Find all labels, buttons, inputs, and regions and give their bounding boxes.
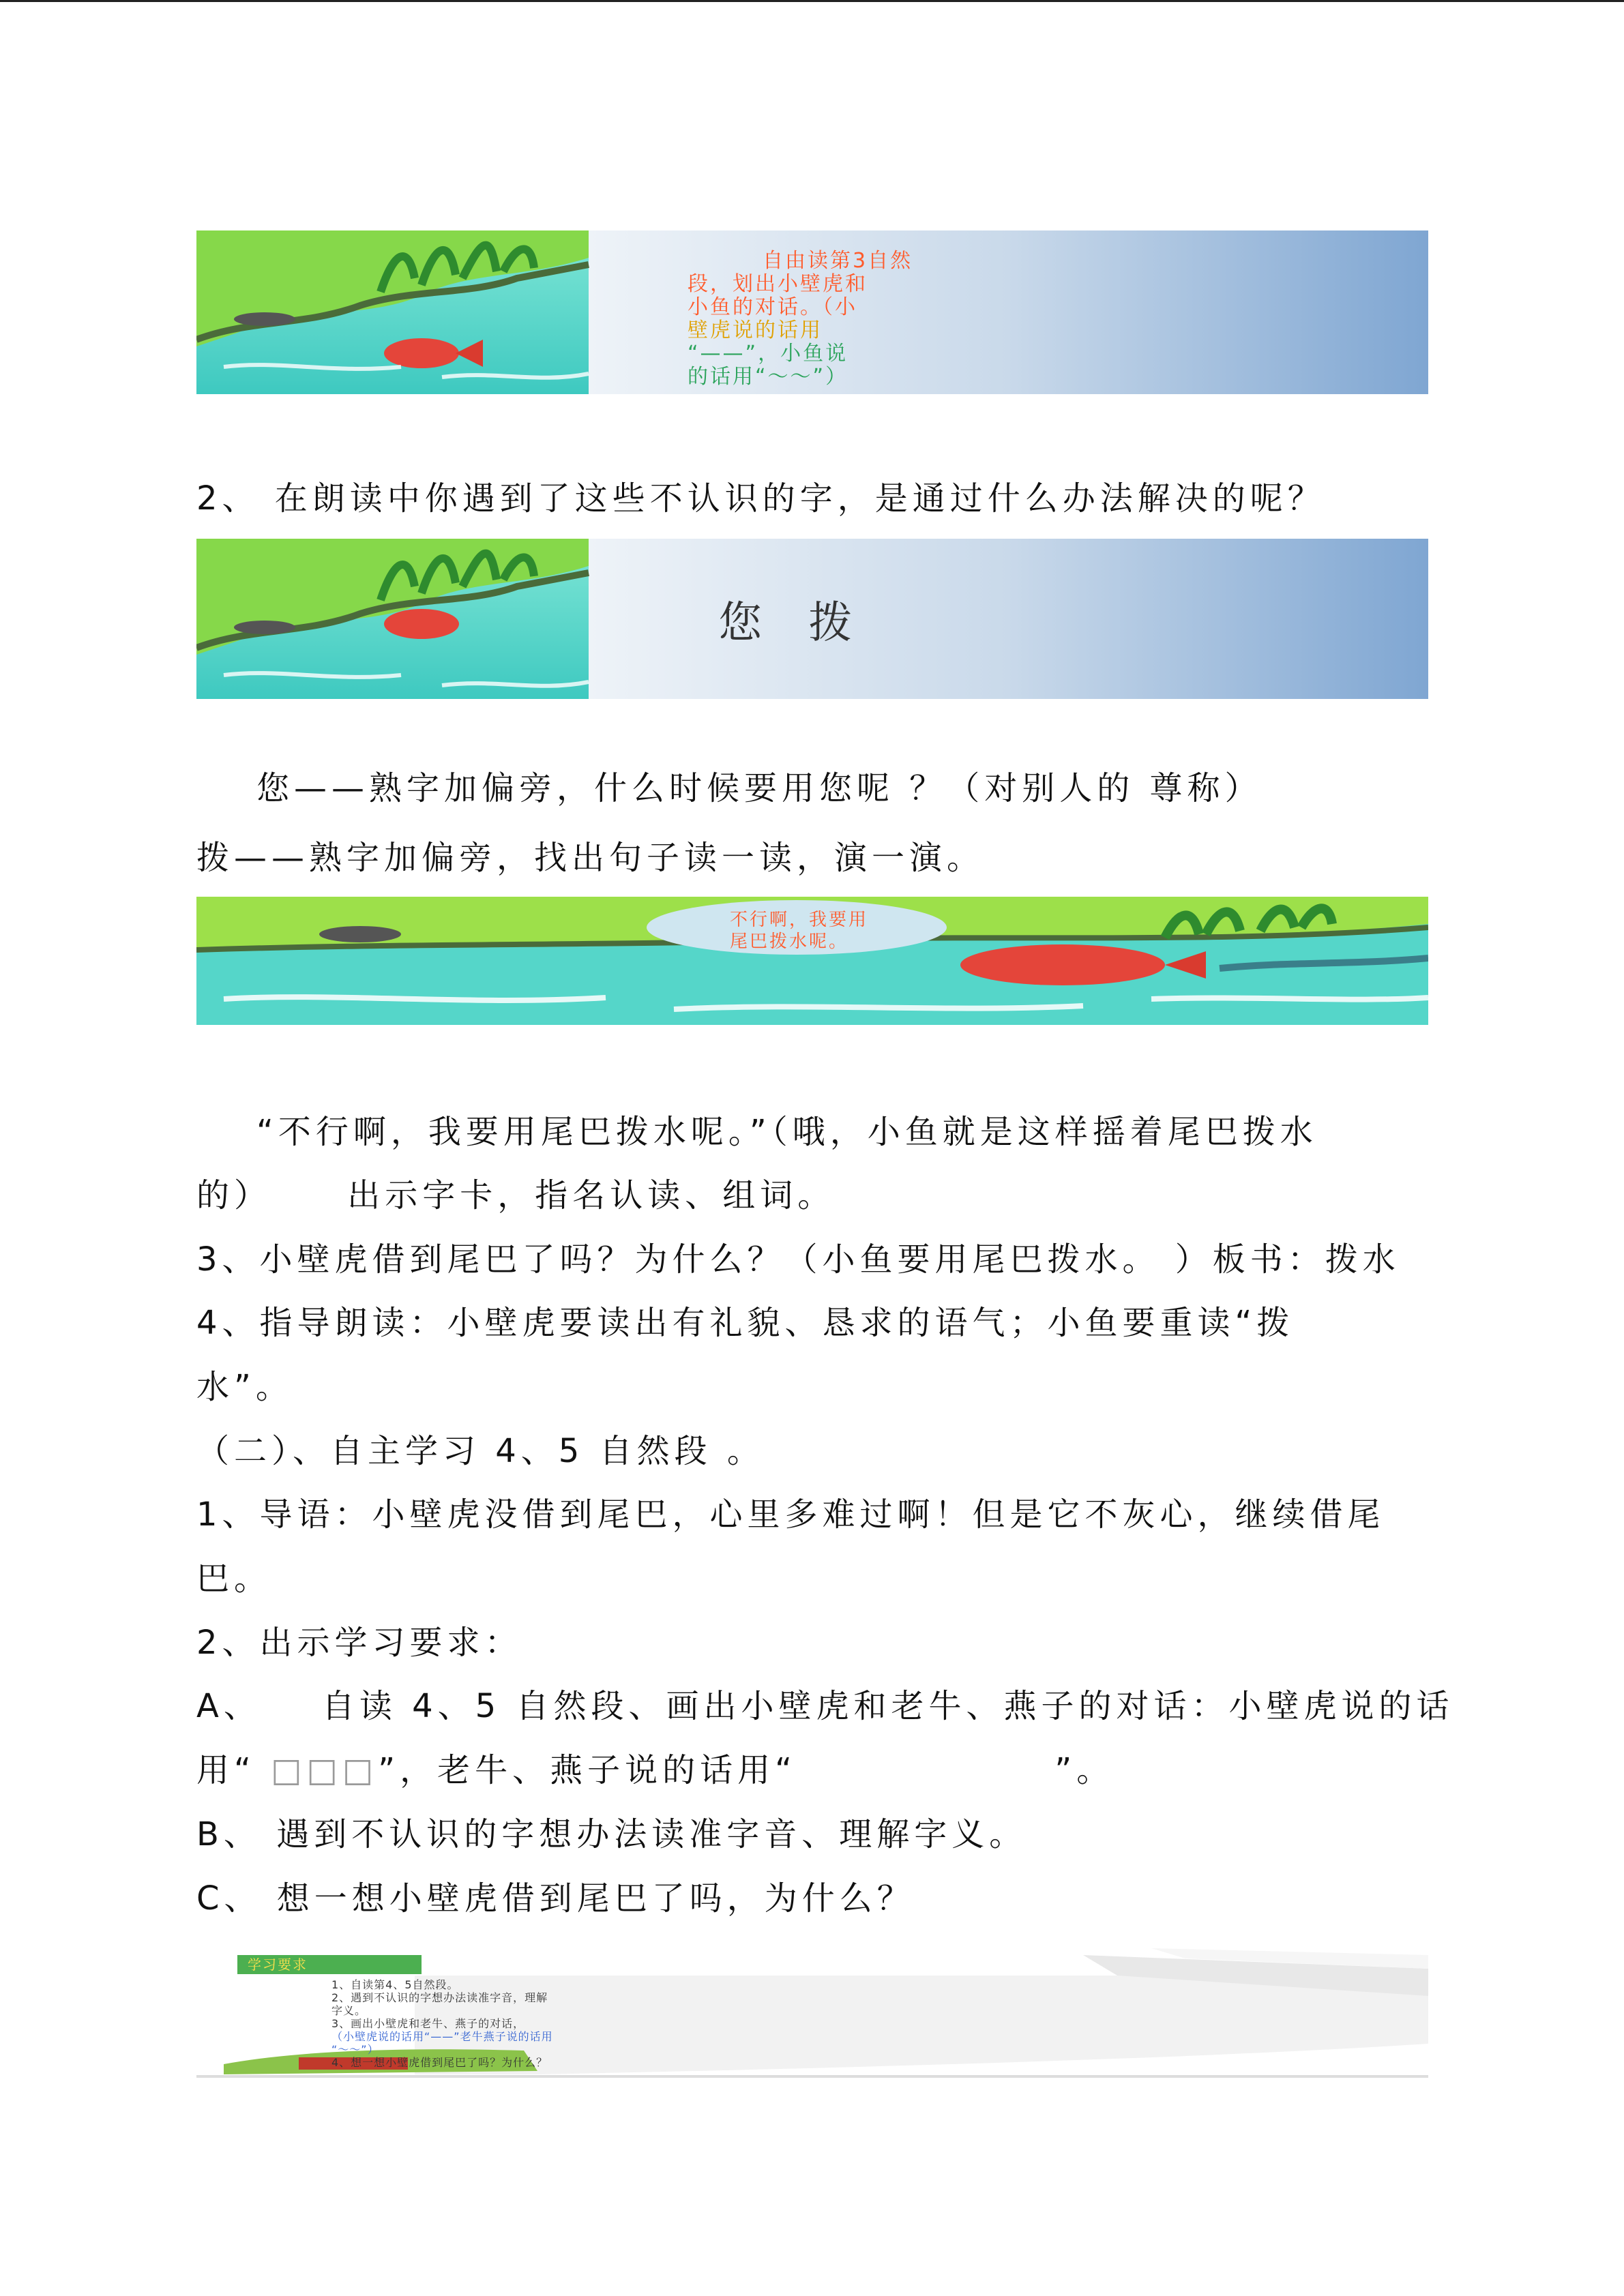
slide-req-line-1: 1、自读第4、5自然段。: [331, 1978, 459, 1991]
paragraph-requirements: 2、出示学习要求：: [196, 1624, 522, 1662]
slide-req-line-3: 字义。: [331, 2004, 367, 2017]
requirement-a-part-1: 用“: [196, 1751, 271, 1789]
bubble-line-2: 尾巴拨水呢。: [730, 931, 849, 952]
bubble-line-1: 不行啊，我要用: [730, 910, 869, 930]
paragraph-intro-cont: 巴。: [196, 1560, 272, 1598]
underline-mark-placeholder: □□□: [271, 1751, 379, 1789]
slide-learning-requirements: [196, 1948, 1428, 2079]
slide-characters-text: 您 拨: [718, 598, 869, 648]
slide-tag: 学习要求: [248, 1956, 308, 1973]
slide-text-line-1: 自由读第3自然: [763, 249, 913, 273]
slide-req-line-2: 2、遇到不认识的字想办法读准字音，理解: [331, 1991, 548, 2004]
paragraph-fish-quote-cont: 的） 出示字卡，指名认读、组词。: [196, 1176, 836, 1214]
slide-text-line-5: “——”，小鱼说: [688, 342, 848, 366]
slide-fish-dialogue: [196, 897, 1428, 1025]
slide-reading-task: [196, 230, 1428, 394]
slide-new-characters: [196, 539, 1428, 699]
requirement-a: A、 自读 4、5 自然段、画出小壁虎和老牛、燕子的对话：小壁虎说的话: [196, 1687, 1454, 1725]
paragraph-bo: 拨——熟字加偏旁，找出句子读一读，演一演。: [196, 839, 985, 877]
paragraph-fish-quote: “不行啊，我要用尾巴拨水呢。”（哦，小鱼就是这样摇着尾巴拨水: [256, 1113, 1318, 1151]
slide-req-line-7: 4、想一想小壁虎借到尾巴了吗？为什么？: [331, 2056, 548, 2069]
paragraph-item-4: 4、指导朗读：小壁虎要读出有礼貌、恳求的语气；小鱼要重读“拨: [196, 1304, 1295, 1342]
slide-text-line-2: 段，划出小壁虎和: [688, 272, 868, 296]
slide-req-line-5: （小壁虎说的话用“——”老牛燕子说的话用: [331, 2030, 553, 2043]
paragraph-item-4-cont: 水”。: [196, 1368, 293, 1406]
requirement-a-part-2: ”，老牛、燕子说的话用“ ”。: [378, 1751, 1114, 1789]
slide-text-line-3: 小鱼的对话。（小: [688, 295, 857, 319]
requirement-c: C、 想一想小壁虎借到尾巴了吗，为什么？: [196, 1879, 915, 1918]
slide-text-line-4: 壁虎说的话用: [688, 318, 823, 342]
slide-req-line-4: 3、画出小壁虎和老牛、燕子的对话，: [331, 2017, 525, 2030]
paragraph-nin: 您——熟字加偏旁，什么时候要用您呢 ？（对别人的 尊称）: [256, 769, 1263, 807]
page-top-border: [0, 0, 1624, 2]
requirement-b: B、 遇到不认识的字想办法读准字音、理解字义。: [196, 1815, 1027, 1853]
slide-req-line-6: “～～”）: [331, 2043, 379, 2056]
section-heading-2: （二）、自主学习 4、5 自然段 。: [196, 1432, 765, 1470]
slide-text-line-6: 的话用“～～”）: [688, 365, 848, 389]
question-2: 2、 在朗读中你遇到了这些不认识的字，是通过什么办法解决的呢？: [196, 479, 1325, 518]
paragraph-item-3: 3、小壁虎借到尾巴了吗？为什么？（小鱼要用尾巴拨水。 ）板书：拨水: [196, 1240, 1400, 1279]
paragraph-intro: 1、导语：小壁虎没借到尾巴，心里多难过啊！但是它不灰心，继续借尾: [196, 1495, 1385, 1534]
requirement-a-cont: [196, 1750, 1114, 1791]
